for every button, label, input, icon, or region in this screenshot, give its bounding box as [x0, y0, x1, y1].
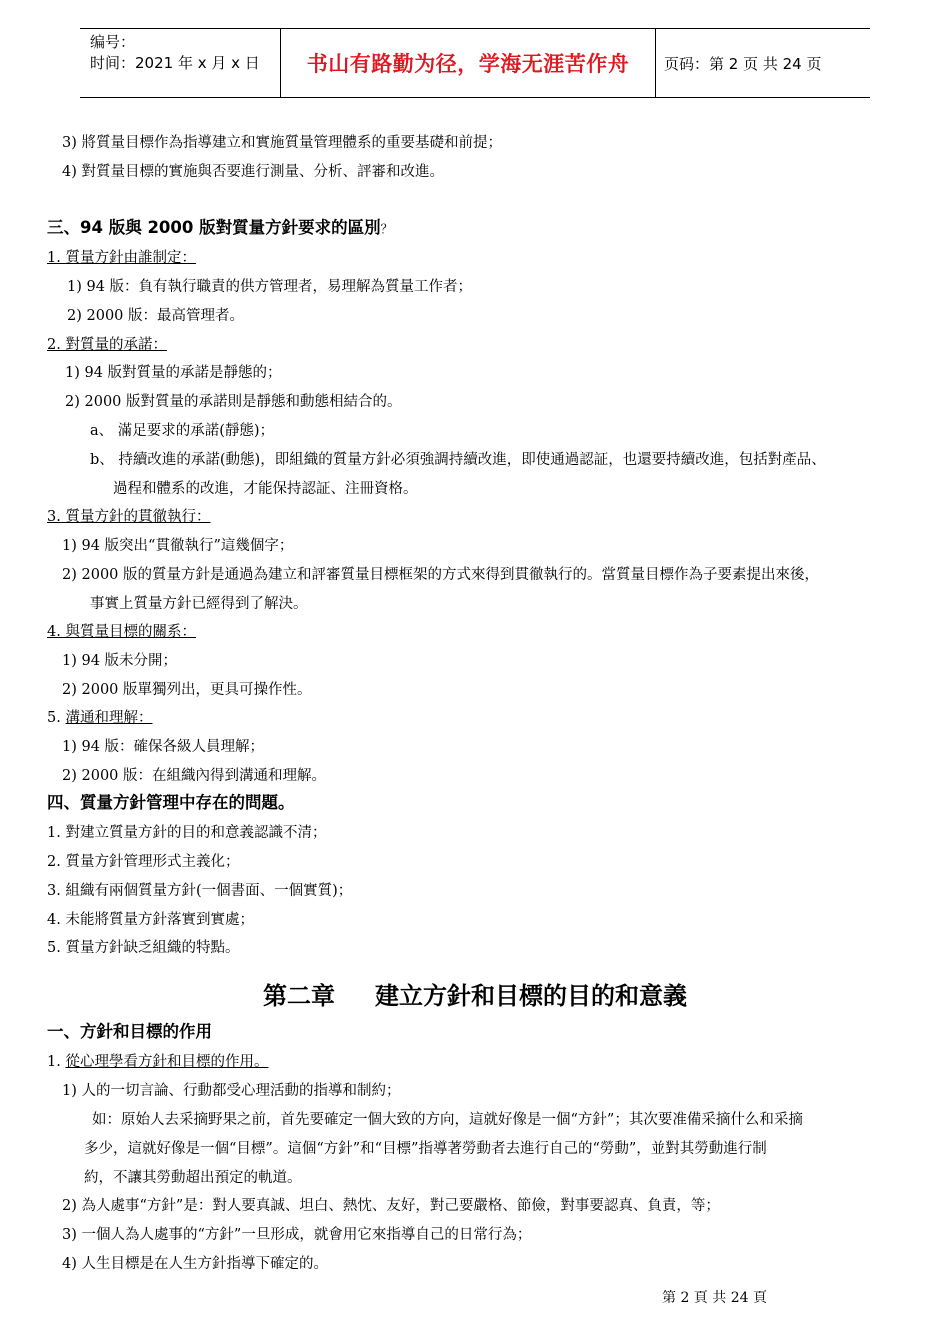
chapter2-example-line1: 如：原始人去采摘野果之前，首先要確定一個大致的方向，這就好像是一個“方針”；其次要准備采摘什么和采摘 — [92, 1112, 803, 1128]
chapter2-example-line3: 約，不讓其勞動超出預定的軌道。 — [84, 1170, 302, 1186]
chapter2-item-1: 1) 人的一切言論、行動都受心理活動的指導和制約； — [62, 1083, 401, 1099]
section3-title — [47, 218, 393, 239]
sub5-item-2: 2) 2000 版：在組織內得到溝通和理解。 — [62, 768, 327, 784]
section4-title: 四、質量方針管理中存在的問題。 — [47, 793, 295, 812]
page-footer: 第 2 頁 共 24 頁 — [662, 1290, 767, 1306]
header-page-info: 页码：第 2 页 共 24 页 — [664, 54, 822, 73]
sub3-item-1: 1) 94 版突出“貫徹執行”這幾個字； — [62, 538, 294, 554]
sub4-title: 4. 與質量目標的關系： — [47, 624, 196, 640]
section3-title-text: 三、94 版與 2000 版對質量方針要求的區別 — [47, 218, 381, 237]
sub5-number: 5. — [47, 710, 66, 726]
sub2-item-1: 1) 94 版對質量的承諾是靜態的； — [65, 365, 282, 381]
sub5-title-text: 溝通和理解： — [65, 710, 153, 726]
doc-number-label: 编号： — [90, 33, 136, 51]
header-meta — [80, 29, 280, 97]
sub4-item-2: 2) 2000 版單獨列出，更具可操作性。 — [62, 682, 312, 698]
sub3-title: 3. 質量方針的貫徹執行： — [47, 509, 211, 525]
chapter-title: 建立方針和目標的目的和意義 — [375, 982, 687, 1010]
chapter2-item-4: 4) 人生目標是在人生方針指導下確定的。 — [62, 1256, 328, 1272]
sub1-item-2: 2) 2000 版：最高管理者。 — [67, 308, 245, 324]
sub2-title: 2. 對質量的承諾： — [47, 337, 167, 353]
sub1-item-1: 1) 94 版：負有執行職責的供方管理者，易理解為質量工作者； — [67, 279, 473, 295]
sub2-point-b-line2: 過程和體系的改進，才能保持認証、注冊資格。 — [113, 481, 418, 497]
section4-item-4: 4. 未能將質量方針落實到實處； — [47, 912, 254, 928]
sub2-point-a: a、 滿足要求的承諾(靜態)； — [90, 423, 275, 439]
sub4-item-1: 1) 94 版未分開； — [62, 653, 178, 669]
sub5-title — [47, 708, 152, 728]
sub2-point-b-line1: b、 持續改進的承諾(動態)，即組織的質量方針必須強調持續改進，即使通過認証，也還要持續改進，包括對產品、 — [90, 452, 826, 468]
section4-item-3: 3. 組織有兩個質量方針(一個書面、一個實質)； — [47, 883, 353, 899]
prev-item-3: 3) 將質量目標作為指導建立和實施質量管理體系的重要基礎和前提； — [62, 135, 502, 151]
section3-title-mark: ？ — [380, 222, 393, 236]
chapter2-item-3: 3) 一個人為人處事的“方針”一旦形成，就會用它來指導自己的日常行為； — [62, 1227, 532, 1243]
sub3-item-2-line1: 2) 2000 版的質量方針是通過為建立和評審質量目標框架的方式來得到貫徹執行的。當質量目標作為子要素提出來後， — [62, 567, 819, 583]
chapter2-sub1-title-text: 從心理學看方針和目標的作用。 — [65, 1054, 269, 1070]
chapter2-sub1-title — [47, 1052, 268, 1072]
sub2-item-2: 2) 2000 版對質量的承諾則是靜態和動態相結合的。 — [65, 394, 402, 410]
sub5-item-1: 1) 94 版：確保各級人員理解； — [62, 739, 265, 755]
section4-item-5: 5. 質量方針缺乏組織的特點。 — [47, 940, 240, 956]
sub3-item-2-line2: 事實上質量方針已經得到了解決。 — [90, 596, 308, 612]
motto: 书山有路勤为径，学海无涯苦作舟 — [306, 52, 630, 76]
chapter2-sub1-number: 1. — [47, 1054, 66, 1070]
section4-item-2: 2. 質量方針管理形式主義化； — [47, 854, 240, 870]
prev-item-4: 4) 對質量目標的實施與否要進行測量、分析、評審和改進。 — [62, 164, 444, 180]
chapter2-section1-title: 一、方針和目標的作用 — [47, 1022, 212, 1041]
chapter-number: 第二章 — [263, 982, 335, 1010]
time-label: 时间：2021 年 x 月 x 日 — [90, 54, 260, 72]
chapter2-example-line2: 多少，這就好像是一個“目標”。這個“方針”和“目標”指導著勞動者去進行自己的“勞動”，並對其勞動進行制 — [84, 1141, 767, 1157]
chapter-heading — [0, 976, 950, 1011]
sub1-title: 1. 質量方針由誰制定： — [47, 250, 196, 266]
section4-item-1: 1. 對建立質量方針的目的和意義認識不清； — [47, 825, 327, 841]
header-page-cell — [656, 29, 870, 97]
chapter2-item-2: 2) 為人處事“方針”是：對人要真誠、坦白、熱忱、友好，對己要嚴格、節儉，對事要認真、負責，等； — [62, 1198, 720, 1214]
header-motto-cell — [280, 29, 656, 97]
page-header — [80, 28, 870, 98]
